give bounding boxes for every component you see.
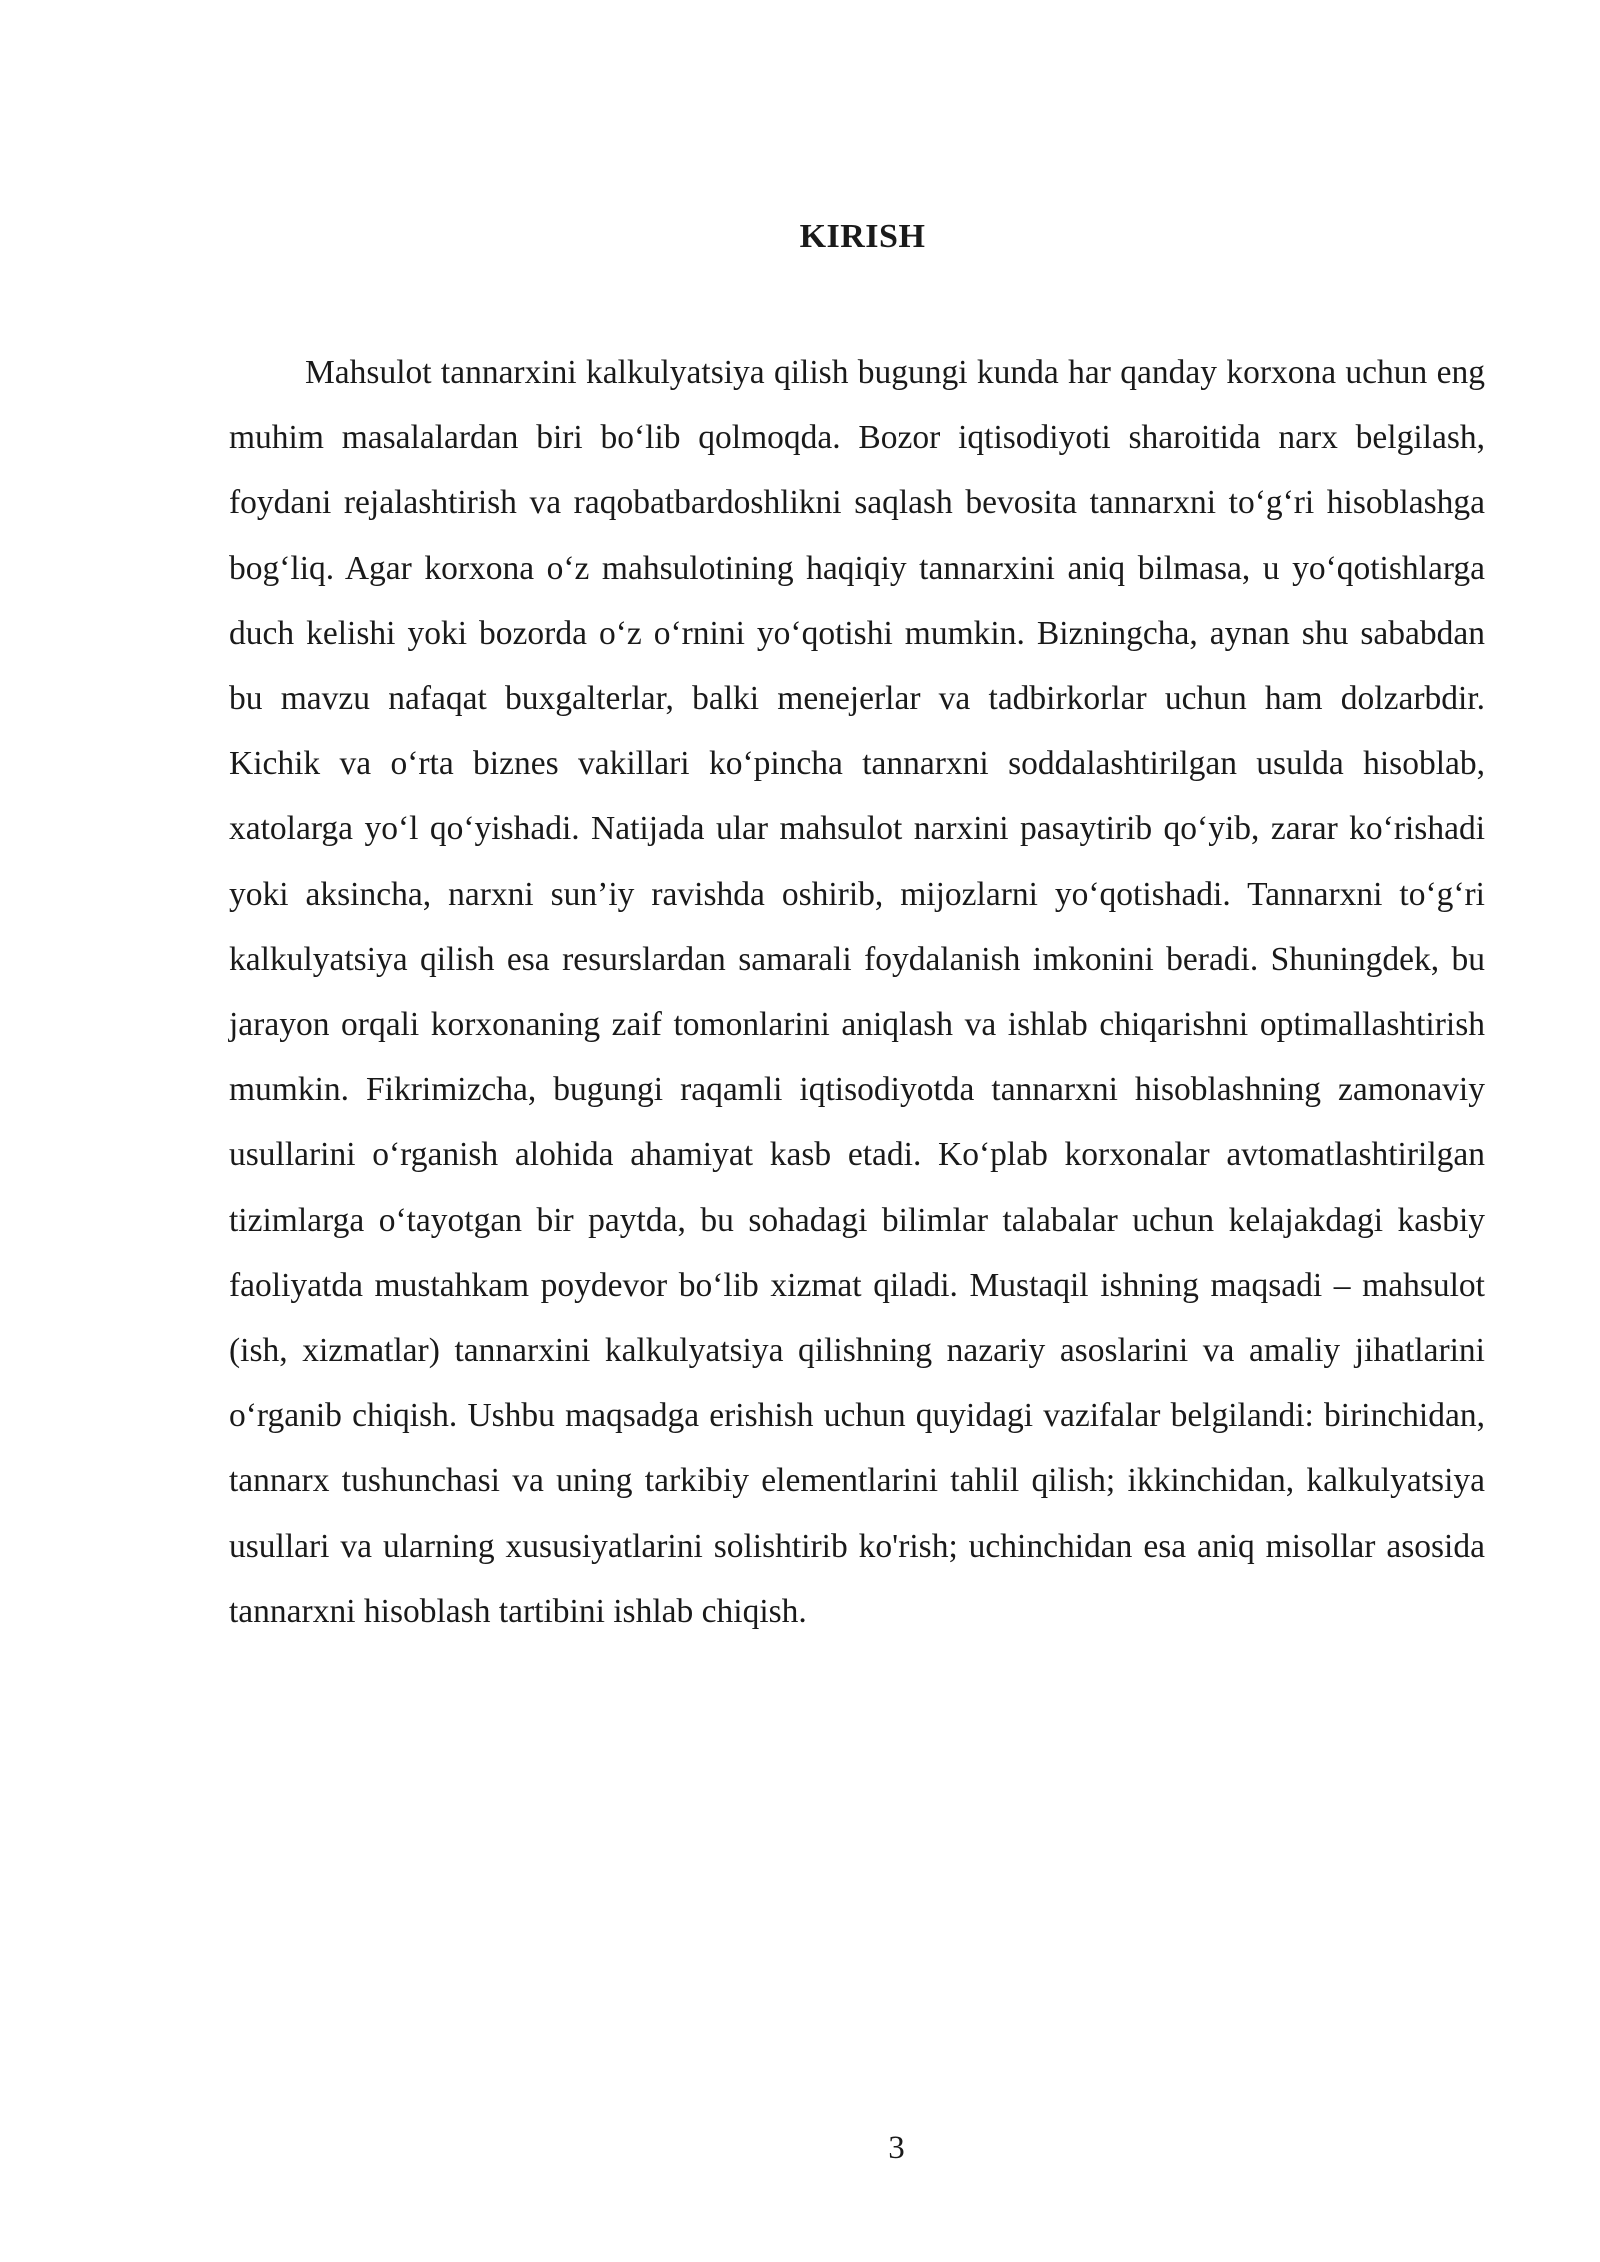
page-number: 3	[888, 2130, 905, 2166]
body-paragraph: Mahsulot tannarxini kalkulyatsiya qilish bugungi kunda har qanday korxona uchun eng muhim masalalardan biri bo‘lib qolmoqda. Bozor iqtisodiyoti sharoitida narx belgilash, foydani rejalashtirish va raqobatbardoshlikni saqlash bevosita tannarxni to‘g‘ri hisoblashga bog‘liq. Agar korxona o‘z mahsulotining haqiqiy tannarxini aniq bilmasa, u yo‘qotishlarga duch kelishi yoki bozorda o‘z o‘rnini yo‘qotishi mumkin. Bizningcha, aynan shu sababdan bu mavzu nafaqat buxgalterlar, balki menejerlar va tadbirkorlar uchun ham dolzarbdir. Kichik va o‘rta biznes vakillari ko‘pincha tannarxni soddalashtirilgan usulda hisoblab, xatolarga yo‘l qo‘yishadi. Natijada ular mahsulot narxini pasaytirib qo‘yib, zarar ko‘rishadi yoki aksincha, narxni sun’iy ravishda oshirib, mijozlarni yo‘qotishadi. Tannarxni to‘g‘ri kalkulyatsiya qilish esa resurslardan samarali foydalanish imkonini beradi. Shuningdek, bu jarayon orqali korxonaning zaif tomonlarini aniqlash va ishlab chiqarishni optimallashtirish mumkin. Fikrimizcha, bugungi raqamli iqtisodiyotda tannarxni hisoblashning zamonaviy usullarini o‘rganish alohida ahamiyat kasb etadi. Ko‘plab korxonalar avtomatlashtirilgan tizimlarga o‘tayotgan bir paytda, bu sohadagi bilimlar talabalar uchun kelajakdagi kasbiy faoliyatda mustahkam poydevor bo‘lib xizmat qiladi. Mustaqil ishning maqsadi – mahsulot (ish, xizmatlar) tannarxini kalkulyatsiya qilishning nazariy asoslarini va amaliy jihatlarini o‘rganib chiqish. Ushbu maqsadga erishish uchun quyidagi vazifalar belgilandi: birinchidan, tannarx tushunchasi va uning tarkibiy elementlarini tahlil qilish; ikkinchidan, kalkulyatsiya usullari va ularning xususiyatlarini solishtirib ko'rish; uchinchidan esa aniq misollar asosida tannarxni hisoblash tartibini ishlab chiqish.	[229, 354, 1485, 1630]
section-heading: KIRISH	[799, 218, 926, 255]
